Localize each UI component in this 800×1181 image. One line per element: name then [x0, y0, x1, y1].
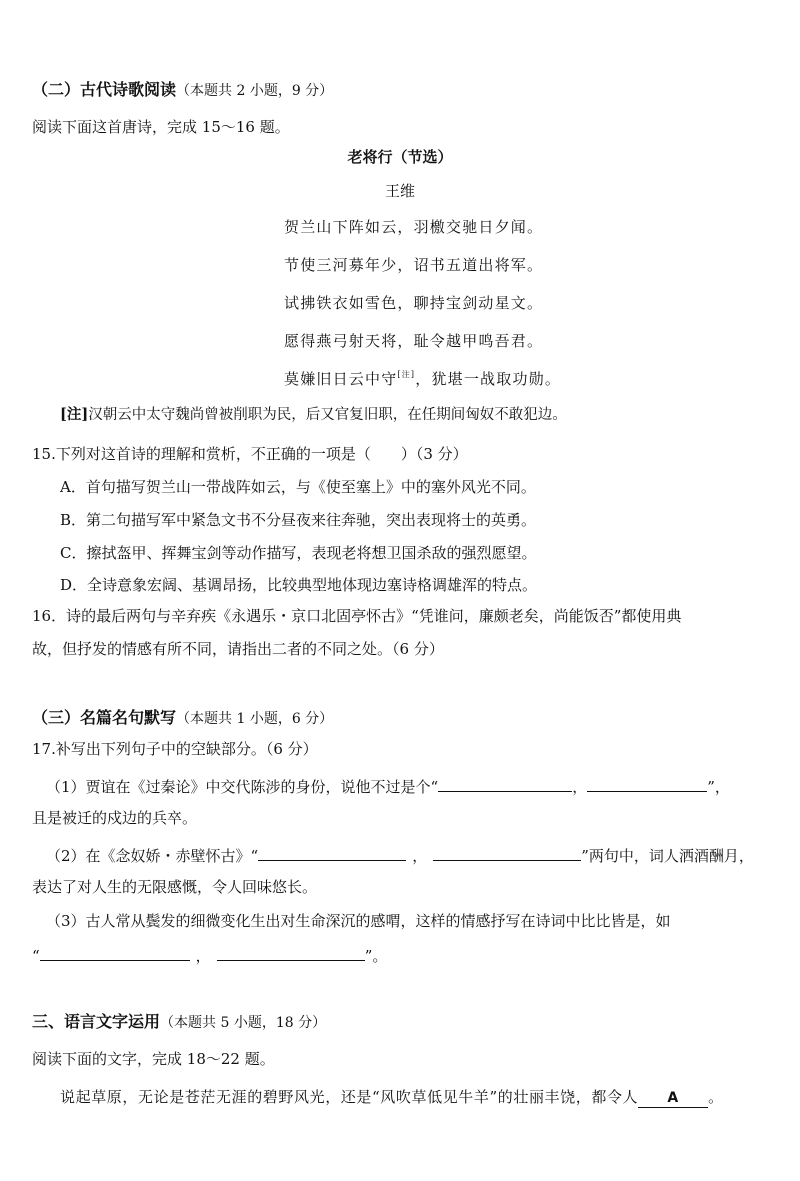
- poem-line-1: 贺兰山下阵如云，羽檄交驰日夕闻。: [284, 218, 544, 236]
- q17-blank-5[interactable]: [40, 944, 190, 961]
- q15-option-b: B．第二句描写军中紧急文书不分昼夜来往奔驰，突出表现将士的英勇。: [60, 511, 537, 529]
- part-3-heading: 三、语言文字运用（本题共 5 小题，18 分）: [32, 1012, 327, 1031]
- q17-blank-1[interactable]: [438, 775, 572, 792]
- poem-line-2: 节使三河募年少，诏书五道出将军。: [284, 256, 544, 274]
- section-2-instruction: 阅读下面这首唐诗，完成 15～16 题。: [32, 118, 290, 136]
- q15-option-d: D．全诗意象宏阔、基调昂扬，比较典型地体现边塞诗格调雄浑的特点。: [60, 576, 538, 594]
- blank-a[interactable]: A: [638, 1089, 708, 1108]
- q17-item-2: （2）在《念奴娇・赤壁怀古》“ ， ”两句中，词人洒酒酬月，: [46, 844, 754, 866]
- footnote-marker: [注]: [397, 370, 416, 379]
- q17-item-3-cont: “ ， ”。: [32, 944, 387, 966]
- section-2-heading: （二）古代诗歌阅读（本题共 2 小题，9 分）: [32, 80, 334, 99]
- poem-line-5: 莫嫌旧日云中守[注]，犹堪一战取功勋。: [284, 370, 562, 388]
- q17-stem: 17.补写出下列句子中的空缺部分。（6 分）: [32, 740, 318, 758]
- poem-line-3: 试拂铁衣如雪色，聊持宝剑动星文。: [284, 294, 544, 312]
- q17-blank-4[interactable]: [433, 844, 581, 861]
- q15-stem: 15.下列对这首诗的理解和赏析，不正确的一项是（ ）（3 分）: [32, 445, 468, 463]
- q17-blank-6[interactable]: [217, 944, 365, 961]
- q17-item-1: （1）贾谊在《过秦论》中交代陈涉的身份，说他不过是个“ ， ”，: [46, 775, 730, 797]
- section-3-heading: （三）名篇名句默写（本题共 1 小题，6 分）: [32, 708, 334, 727]
- poem-author: 王维: [384, 182, 415, 200]
- q17-item-1-cont: 且是被迁的戍边的兵卒。: [32, 809, 198, 827]
- q16-line-1: 16．诗的最后两句与辛弃疾《永遇乐・京口北固亭怀古》“凭谁问，廉颇老矣，尚能饭否”都使用典: [32, 607, 682, 625]
- poem-line-4: 愿得燕弓射天将，耻令越甲鸣吾君。: [284, 332, 544, 350]
- q17-blank-2[interactable]: [587, 775, 707, 792]
- poem-title: 老将行（节选）: [347, 148, 453, 166]
- q15-option-c: C．擦拭盔甲、挥舞宝剑等动作描写，表现老将想卫国杀敌的强烈愿望。: [60, 544, 537, 562]
- poem-note: [注]汉朝云中太守魏尚曾被削职为民，后又官复旧职，在任期间匈奴不敢犯边。: [60, 406, 567, 423]
- q17-item-2-cont: 表达了对人生的无限感慨，令人回味悠长。: [32, 878, 318, 896]
- part-3-instruction: 阅读下面的文字，完成 18～22 题。: [32, 1050, 275, 1068]
- q16-line-2: 故，但抒发的情感有所不同，请指出二者的不同之处。（6 分）: [32, 640, 444, 658]
- q15-option-a: A．首句描写贺兰山一带战阵如云，与《使至塞上》中的塞外风光不同。: [60, 478, 536, 496]
- passage-line-1: 说起草原，无论是苍茫无涯的碧野风光，还是“风吹草低见牛羊”的壮丽丰饶，都令人 A 。: [60, 1088, 724, 1106]
- q17-blank-3[interactable]: [258, 844, 406, 861]
- q17-item-3: （3）古人常从鬓发的细微变化生出对生命深沉的感喟，这样的情感抒写在诗词中比比皆是，如: [46, 912, 671, 930]
